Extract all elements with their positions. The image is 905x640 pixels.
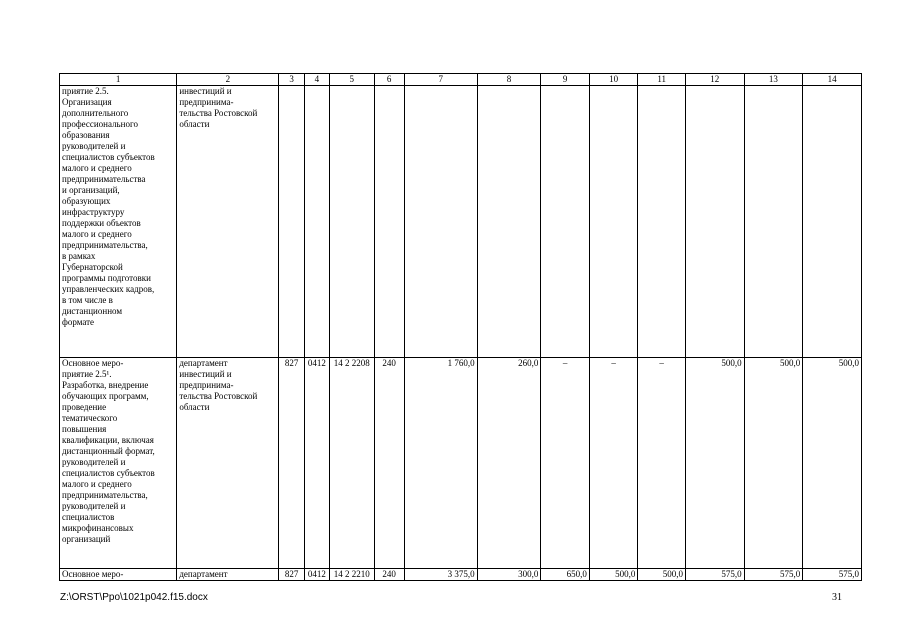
- page-number: 31: [832, 592, 842, 603]
- table-cell: 240: [374, 569, 404, 581]
- column-number: 11: [638, 74, 686, 86]
- table-cell: [638, 86, 686, 358]
- table-cell: 827: [279, 358, 304, 569]
- table-cell: [477, 86, 541, 358]
- table-cell: [374, 86, 404, 358]
- table-cell: 575,0: [803, 569, 862, 581]
- activity-cell: Основное меро-: [60, 569, 177, 581]
- table-row: [60, 86, 862, 358]
- column-number: 5: [330, 74, 374, 86]
- column-number: 12: [685, 74, 744, 86]
- table-cell: 300,0: [477, 569, 541, 581]
- table-cell: 3 375,0: [404, 569, 477, 581]
- table-cell: 500,0: [638, 569, 686, 581]
- table-cell: 500,0: [803, 358, 862, 569]
- table-cell: [330, 86, 374, 358]
- table-cell: 260,0: [477, 358, 541, 569]
- table-cell: 575,0: [744, 569, 803, 581]
- table-row: [60, 569, 862, 581]
- table-cell: 500,0: [744, 358, 803, 569]
- table-cell: 0412: [304, 569, 329, 581]
- file-path-footer: Z:\ORST\Ppo\1021p042.f15.docx: [60, 592, 208, 603]
- table-cell: [279, 86, 304, 358]
- table-cell: –: [589, 358, 638, 569]
- activity-cell: Основное меро- приятие 2.5¹. Разработка, внедрение обучающих программ, проведение тематического повышения квалификации, включая дистанционный формат, руководителей и специалистов субъектов малого и среднего предпринимательства, руководителей и специалистов микрофинансовых организаций: [60, 358, 177, 569]
- budget-table: [59, 73, 862, 581]
- table-cell: 500,0: [685, 358, 744, 569]
- executor-cell: департамент: [177, 569, 279, 581]
- table-row: [60, 358, 862, 569]
- table-cell: 14 2 2208: [330, 358, 374, 569]
- column-number: 10: [589, 74, 638, 86]
- column-number: 2: [177, 74, 279, 86]
- table-cell: [541, 86, 590, 358]
- column-number: 3: [279, 74, 304, 86]
- table-cell: 650,0: [541, 569, 590, 581]
- column-number: 1: [60, 74, 177, 86]
- column-number: 6: [374, 74, 404, 86]
- table-cell: [744, 86, 803, 358]
- column-number: 9: [541, 74, 590, 86]
- table-cell: [304, 86, 329, 358]
- table-cell: [685, 86, 744, 358]
- table-cell: 827: [279, 569, 304, 581]
- table-cell: 14 2 2210: [330, 569, 374, 581]
- column-number: 4: [304, 74, 329, 86]
- executor-cell: инвестиций и предпринима- тельства Ростовской области: [177, 86, 279, 358]
- table-cell: [589, 86, 638, 358]
- table-cell: 0412: [304, 358, 329, 569]
- column-number: 7: [404, 74, 477, 86]
- executor-cell: департамент инвестиций и предпринима- тельства Ростовской области: [177, 358, 279, 569]
- table-cell: 1 760,0: [404, 358, 477, 569]
- table-cell: 240: [374, 358, 404, 569]
- column-number-row: [60, 74, 862, 86]
- table-cell: [803, 86, 862, 358]
- column-number: 13: [744, 74, 803, 86]
- table-cell: 575,0: [685, 569, 744, 581]
- table-cell: –: [638, 358, 686, 569]
- activity-cell: приятие 2.5. Организация дополнительного профессионального образования руководителей и специалистов субъектов малого и среднего предпринимательства и организаций, образующих инфраструктуру поддержки объектов малого и среднего предпринимательства, в рамках Губернаторской программы подготовки управленческих кадров, в том числе в дистанционном формате: [60, 86, 177, 358]
- table-cell: [404, 86, 477, 358]
- column-number: 8: [477, 74, 541, 86]
- table-cell: –: [541, 358, 590, 569]
- table-cell: 500,0: [589, 569, 638, 581]
- column-number: 14: [803, 74, 862, 86]
